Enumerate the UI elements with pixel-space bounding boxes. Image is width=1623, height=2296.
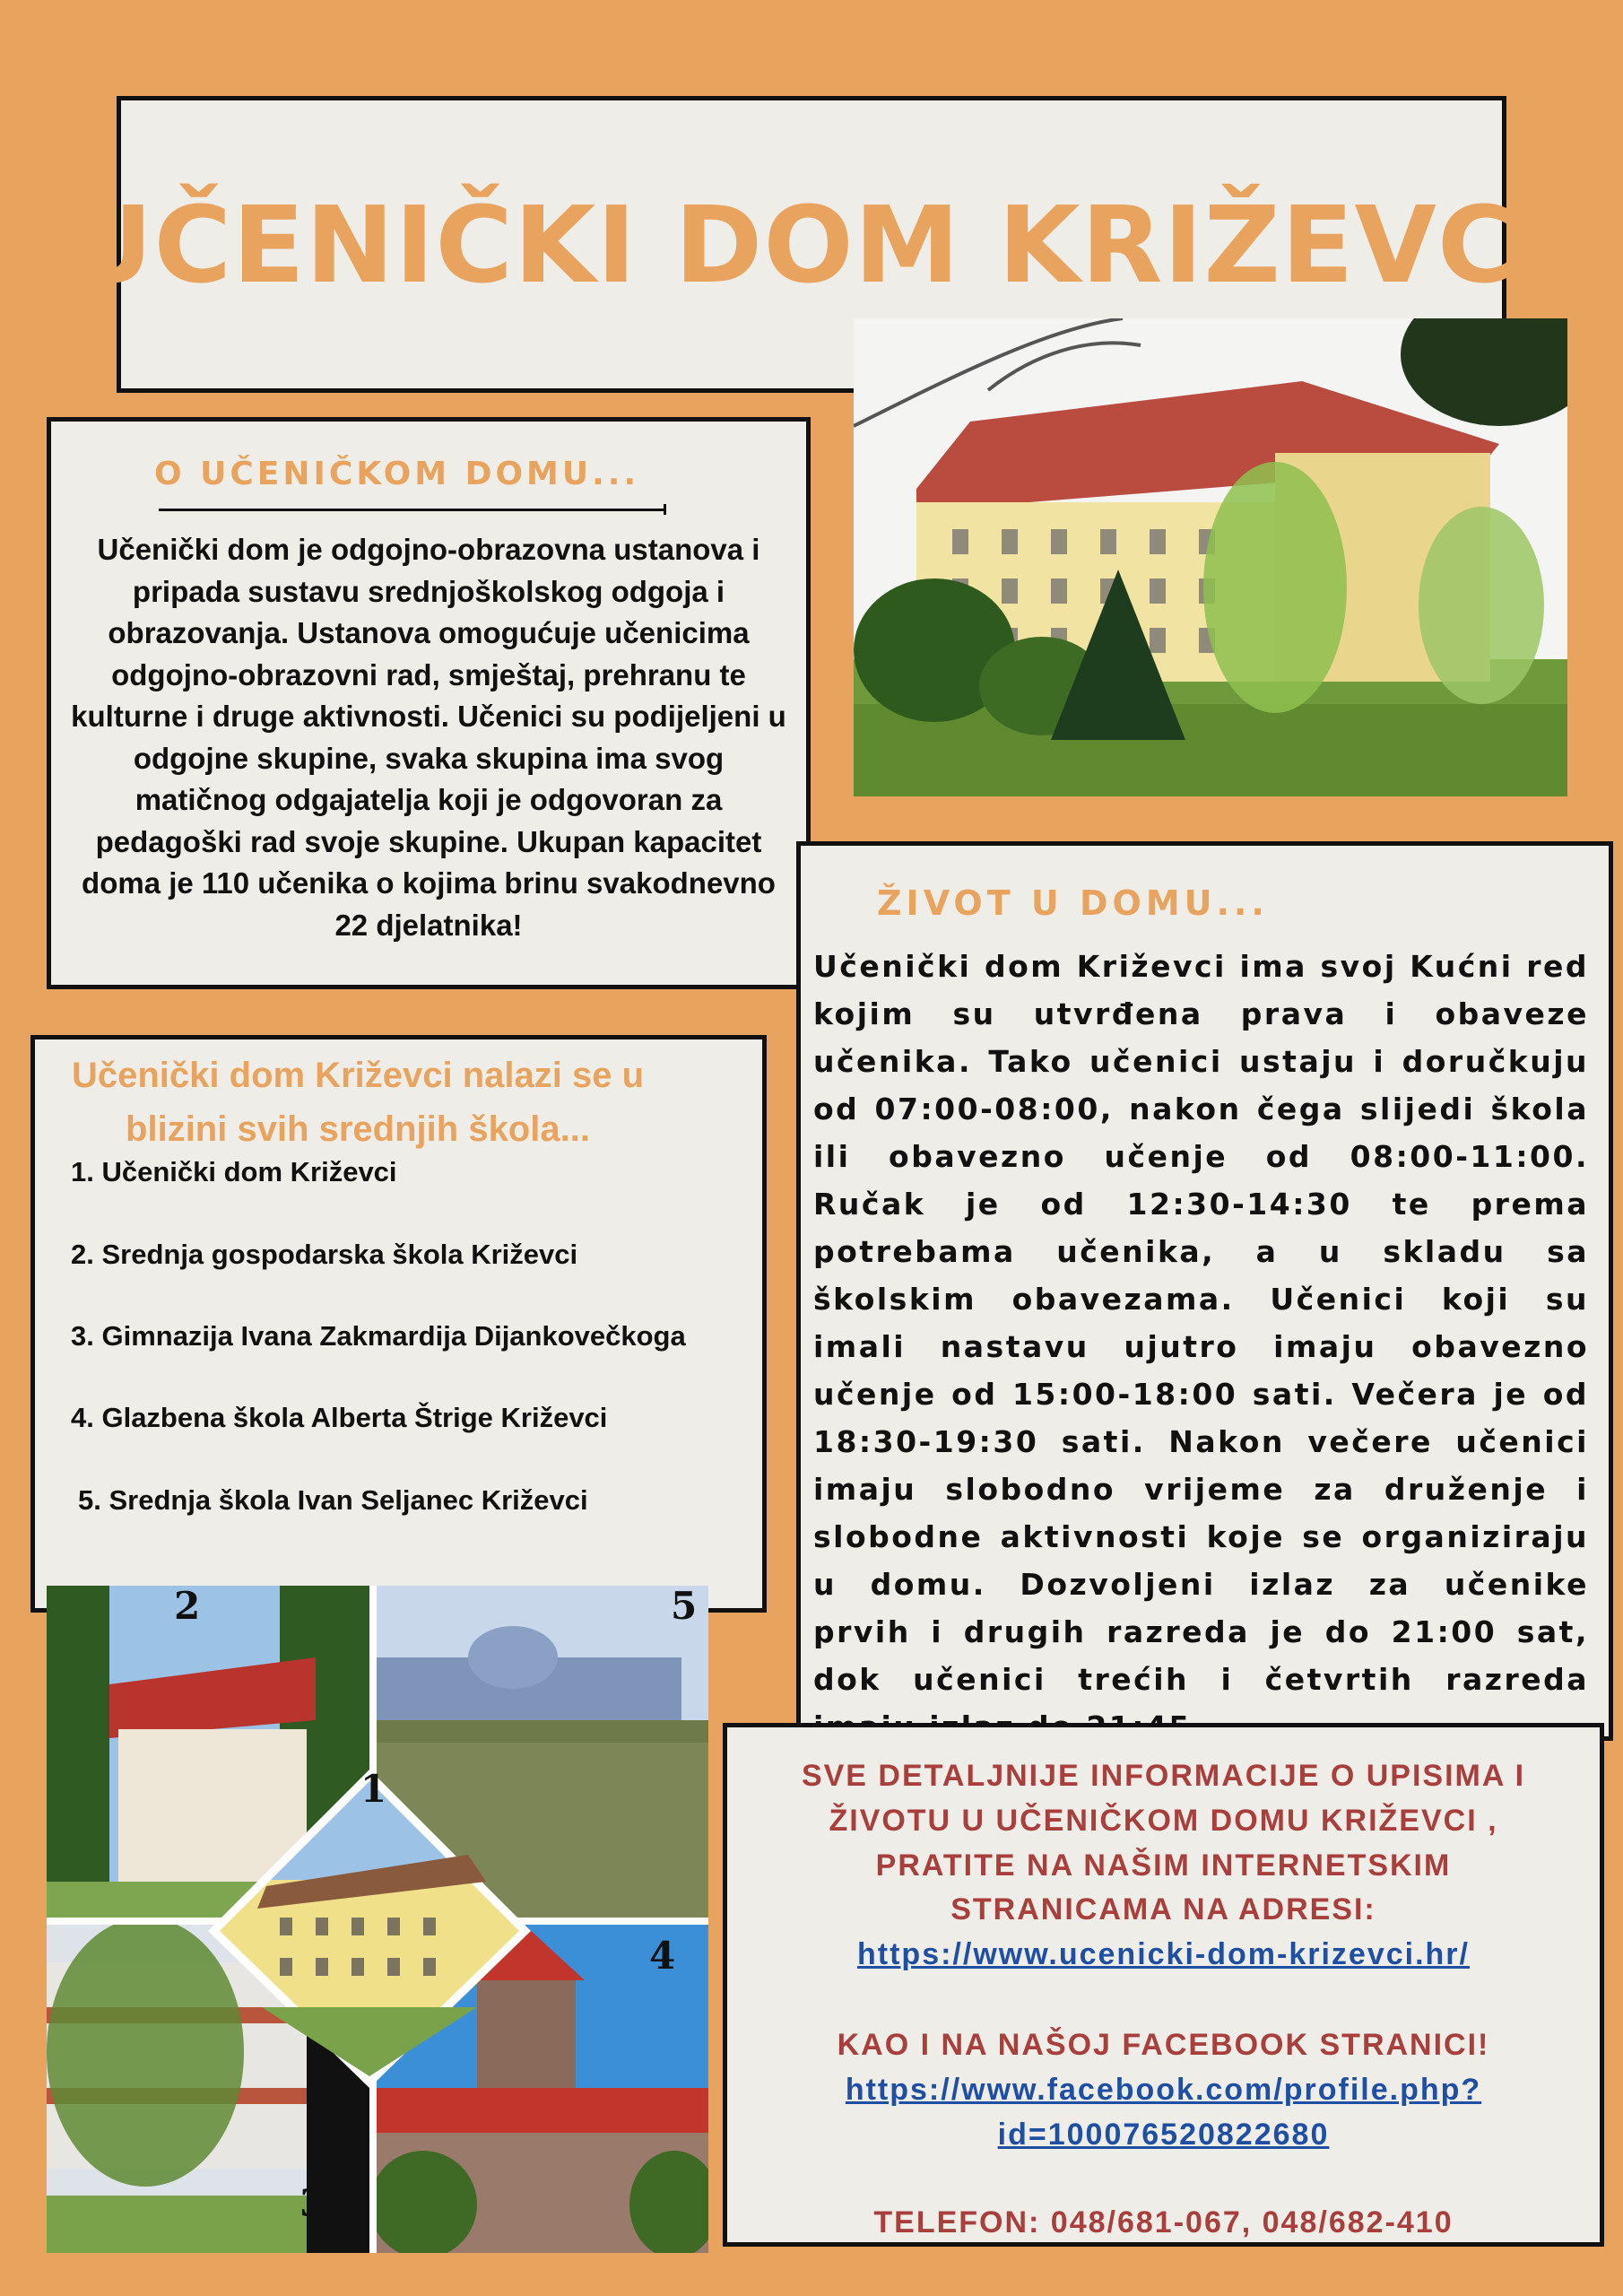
info-line: ŽIVOTU U UČENIČKOM DOMU KRIŽEVCI , xyxy=(829,1804,1498,1838)
about-section xyxy=(47,417,811,989)
collage-number-4: 4 xyxy=(649,1934,676,1978)
list-item: 5. Srednja škola Ivan Seljanec Križevci xyxy=(78,1484,588,1516)
divider-tick xyxy=(664,504,666,515)
life-section xyxy=(796,841,1613,1741)
schools-photo-collage xyxy=(47,1586,708,2253)
collage-number-1: 1 xyxy=(360,1767,387,1811)
divider xyxy=(159,509,665,511)
schools-heading: Učenički dom Križevci nalazi se u blizini svih srednjih škola... xyxy=(71,1056,645,1149)
list-item: 3. Gimnazija Ivana Zakmardija Dijankovečkoga xyxy=(71,1320,686,1352)
info-line: PRATITE NA NAŠIM INTERNETSKIM xyxy=(875,1848,1452,1883)
info-line: STRANICAMA NA ADRESI: xyxy=(950,1892,1376,1926)
list-item: 2. Srednja gospodarska škola Križevci xyxy=(71,1239,578,1270)
building-photo xyxy=(854,318,1567,796)
list-item: 4. Glazbena škola Alberta Štrige Križevci xyxy=(71,1402,608,1433)
collage-graphic xyxy=(47,1586,708,2253)
life-text: Učenički dom Križevci ima svoj Kućni red kojim su utvrđena prava i obaveze učenika. Tako učenici ustaju i doručkuju od 07:00-08:00, nakon čega slijedi škola ili obavezno učenje od 08:00-11:00. Ručak je od 12:30-14:30 te prema potrebama učenika, a u skladu sa školskim obavezama. Učenici koji su imali nastavu ujutro imaju obavezno učenje od 15:00-18:00 sati. Večera je od 18:30-19:30 sati. Nakon večere učenici imaju slobodno vrijeme za druženje i slobodne aktivnosti koje se organiziraju u domu. Dozvoljeni izlaz za učenike prvih i drugih razreda je do 21:00 sat, dok učenici trećih i četvrtih razreda xyxy=(813,949,1589,1697)
contact-section xyxy=(723,1723,1604,2247)
list-item: 1. Učenički dom Križevci xyxy=(71,1156,397,1187)
about-text: Učenički dom je odgojno-obrazovna ustanova i pripada sustavu srednjoškolskog odgoja i obrazovanja. Ustanova omogućuje učenicima odgojno-obrazovni rad, smještaj, prehranu te kulturne i druge aktivnosti. Učenici su podijeljeni u odgojne skupine, svaka skupina ima svog matičnog odgajatelja koji je odgovoran za pedagoški rad svoje skupine. Ukupan kapacitet doma je 110 učenika o kojima brinu svakodnevno 22 djelatnika! xyxy=(71,533,786,942)
website-link[interactable]: https://www.ucenicki-dom-krizevci.hr/ xyxy=(857,1937,1470,1971)
life-heading: ŽIVOT U DOMU... xyxy=(877,883,1269,923)
schools-section xyxy=(30,1035,767,1613)
facebook-intro: KAO I NA NAŠOJ FACEBOOK STRANICI! xyxy=(837,2028,1490,2062)
collage-number-2: 2 xyxy=(174,1586,201,1628)
about-heading: O UČENIČKOM DOMU... xyxy=(154,456,640,492)
info-line: SVE DETALJNIJE INFORMACIJE O UPISIMA I xyxy=(801,1759,1526,1793)
collage-number-5: 5 xyxy=(671,1586,698,1628)
facebook-link-id[interactable]: id=100076520822680 xyxy=(997,2118,1330,2152)
phone-numbers: TELEFON: 048/681-067, 048/682-410 xyxy=(873,2205,1454,2239)
page-title: UČENIČKI DOM KRIŽEVCI xyxy=(66,182,1557,307)
collage-number-3: 3 xyxy=(299,2181,326,2225)
facebook-link[interactable]: https://www.facebook.com/profile.php? xyxy=(845,2073,1482,2107)
